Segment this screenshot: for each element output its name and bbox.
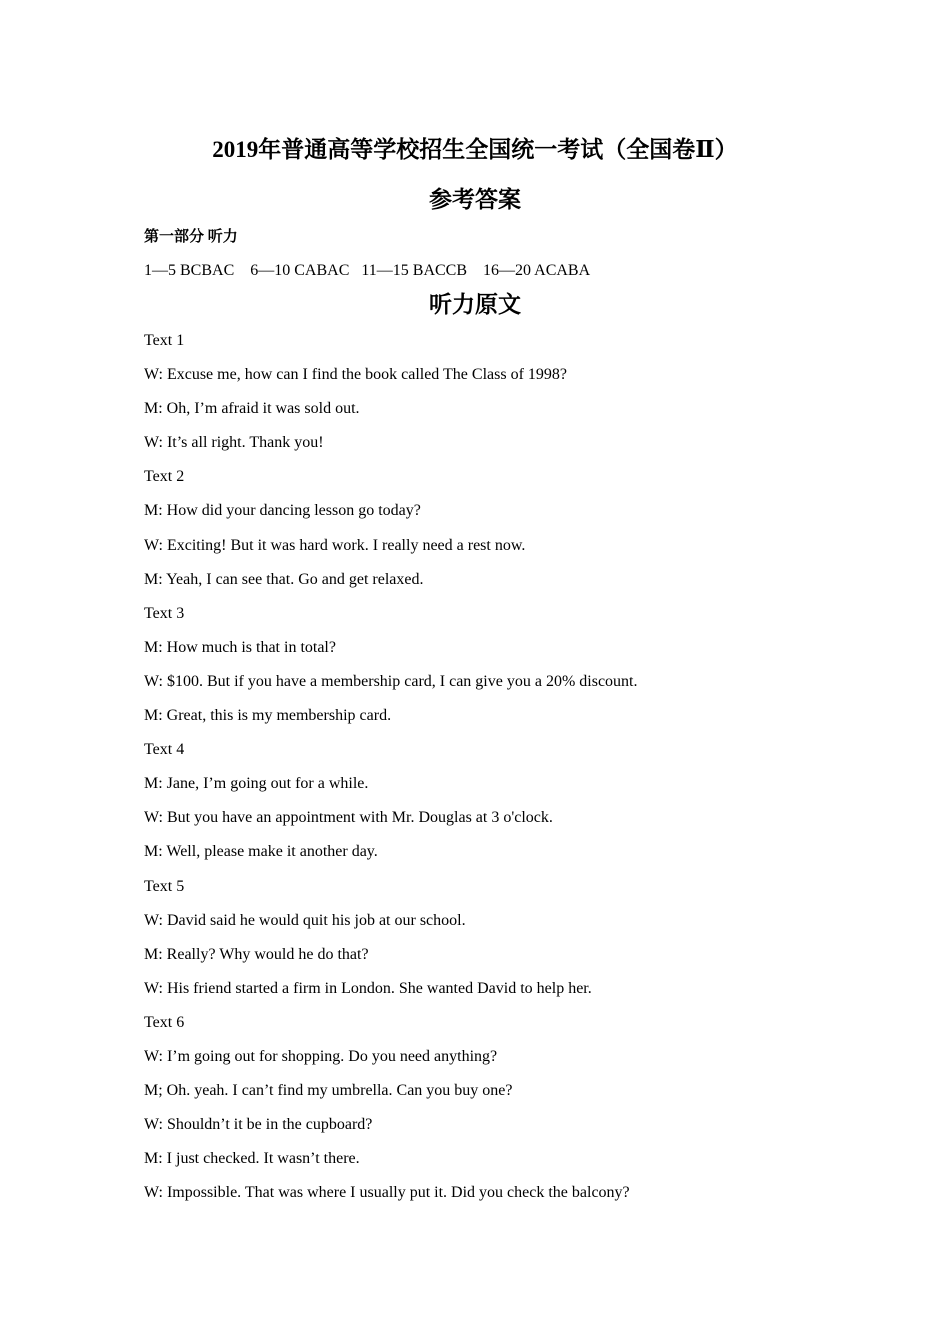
transcript-heading: 听力原文 xyxy=(429,292,521,317)
transcript-line: W: Shouldn’t it be in the cupboard? xyxy=(144,1116,373,1134)
transcript-line: W: $100. But if you have a membership card, I can give you a 20% discount. xyxy=(144,672,638,690)
transcript-line: Text 6 xyxy=(144,1013,185,1031)
transcript-line: M: Really? Why would he do that? xyxy=(144,945,369,963)
transcript-line: Text 1 xyxy=(144,332,185,349)
transcript-line: W: His friend started a firm in London. She wanted David to help her. xyxy=(144,979,592,997)
exam-title: 2019年普通高等学校招生全国统一考试（全国卷Ⅱ） xyxy=(212,137,738,162)
transcript-line: M; Oh. yeah. I can’t find my umbrella. Can you buy one? xyxy=(144,1082,513,1100)
transcript-line: M: Yeah, I can see that. Go and get relaxed. xyxy=(144,570,424,588)
transcript-line: Text 4 xyxy=(144,741,185,759)
transcript-line: M: I just checked. It wasn’t there. xyxy=(144,1150,360,1168)
transcript-line: M: Jane, I’m going out for a while. xyxy=(144,775,369,793)
transcript-line: Text 3 xyxy=(144,604,185,622)
transcript-line: Text 2 xyxy=(144,468,185,486)
answer-key-line: 1—5 BCBAC 6—10 CABAC 11—15 BACCB 16—20 ACABA xyxy=(144,262,591,279)
transcript-line: M: Oh, I’m afraid it was sold out. xyxy=(144,400,360,418)
transcript-line: W: Excuse me, how can I find the book called The Class of 1998? xyxy=(144,366,567,384)
answer-key-heading: 参考答案 xyxy=(429,187,521,212)
transcript-line: Text 5 xyxy=(144,877,185,895)
transcript-line: M: How did your dancing lesson go today? xyxy=(144,502,421,520)
transcript-line: M: Well, please make it another day. xyxy=(144,843,378,861)
transcript-line: W: Exciting! But it was hard work. I really need a rest now. xyxy=(144,536,526,554)
transcript-line: W: I’m going out for shopping. Do you need anything? xyxy=(144,1047,498,1065)
transcript-line: M: Great, this is my membership card. xyxy=(144,707,392,725)
transcript-list xyxy=(144,328,844,1214)
transcript-line: M: How much is that in total? xyxy=(144,638,336,656)
transcript-line: W: It’s all right. Thank you! xyxy=(144,434,324,452)
transcript-line: W: Impossible. That was where I usually put it. Did you check the balcony? xyxy=(144,1184,630,1202)
transcript-line: W: But you have an appointment with Mr. Douglas at 3 o'clock. xyxy=(144,809,553,827)
section-label-listening: 第一部分 听力 xyxy=(144,229,238,245)
transcript-line: W: David said he would quit his job at our school. xyxy=(144,911,466,929)
